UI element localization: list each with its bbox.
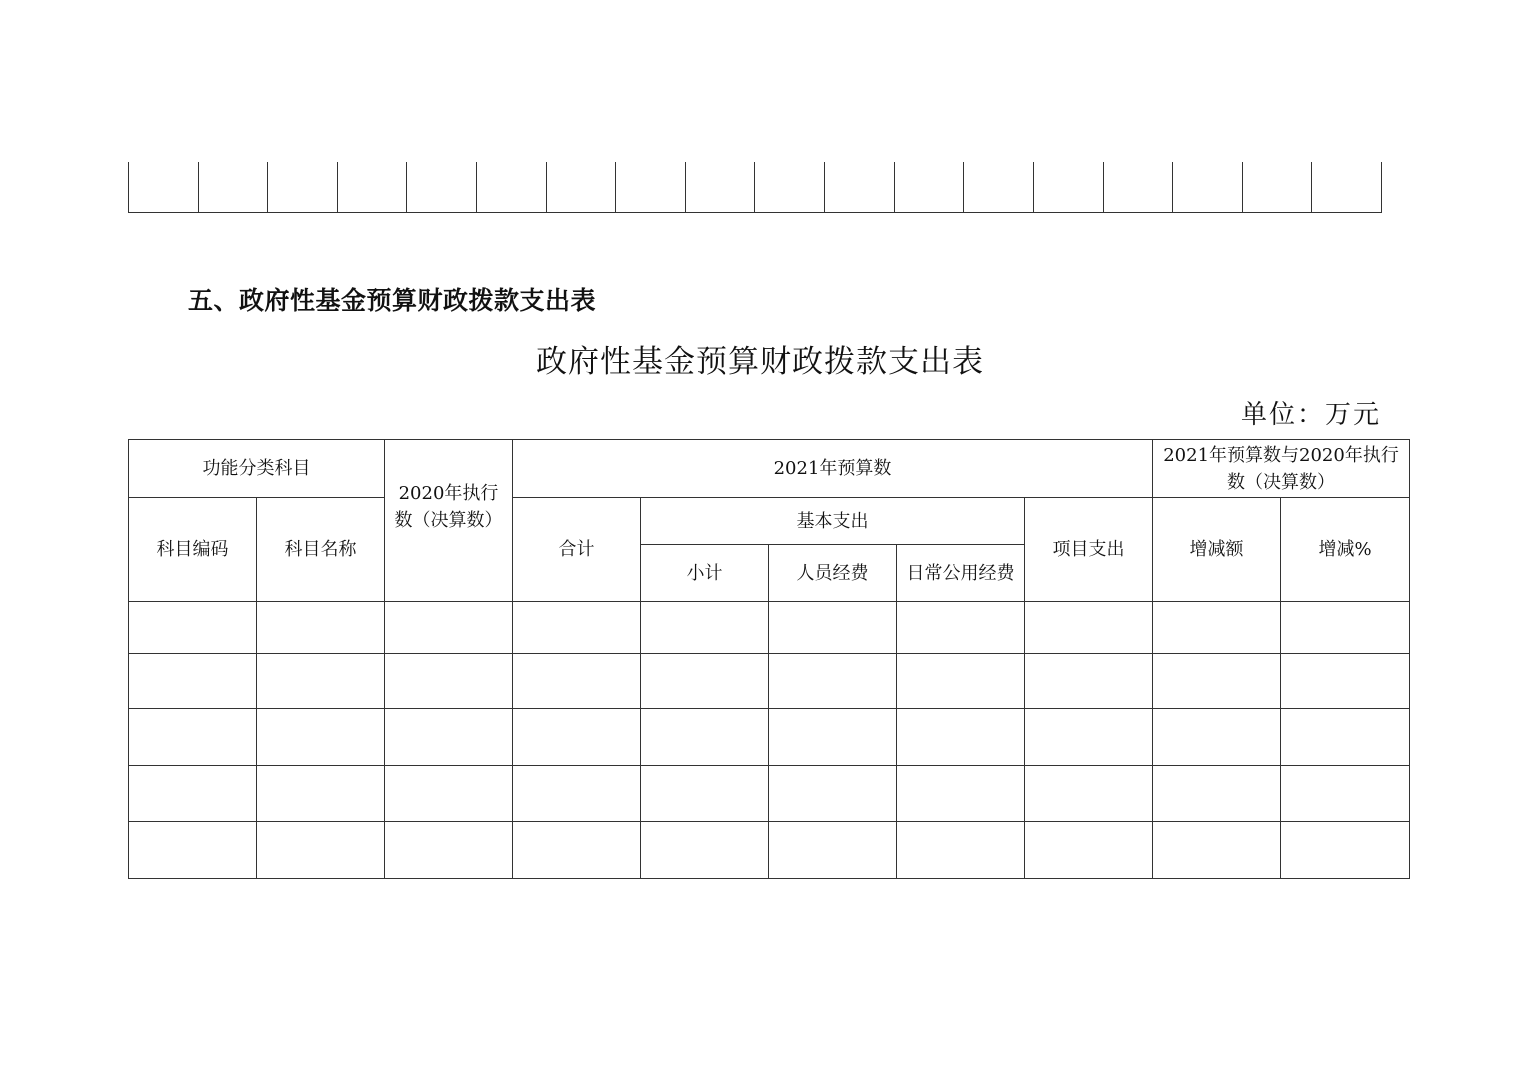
header-basic: 基本支出 [641,498,1025,545]
table-cell [257,654,385,709]
previous-table-cell [964,162,1034,212]
table-cell [1025,602,1153,654]
table-cell [513,766,641,822]
table-cell [1153,766,1281,822]
table-cell [641,822,769,879]
table-cell [129,822,257,879]
table-cell [129,602,257,654]
previous-table-cell [1243,162,1313,212]
table-row [129,709,1410,766]
previous-table-cell [338,162,408,212]
header-comparison: 2021年预算数与2020年执行数（决算数） [1153,440,1410,498]
table-cell [641,654,769,709]
header-public: 日常公用经费 [897,545,1025,602]
table-cell [897,602,1025,654]
table-cell [1025,766,1153,822]
table-cell [641,766,769,822]
previous-table-cell [407,162,477,212]
table-cell [257,766,385,822]
table-cell [1281,654,1410,709]
previous-table-cell [895,162,965,212]
table-cell [1281,709,1410,766]
header-category: 功能分类科目 [129,440,385,498]
table-cell [769,602,897,654]
table-header [129,440,1410,602]
table-cell [1025,822,1153,879]
table-cell [1281,822,1410,879]
table-cell [1281,602,1410,654]
header-exec-2020: 2020年执行数（决算数） [385,440,513,602]
table-cell [769,766,897,822]
table-cell [897,766,1025,822]
header-inc-amount: 增减额 [1153,498,1281,602]
table-cell [513,709,641,766]
previous-table-cell [477,162,547,212]
table-cell [1025,654,1153,709]
table-cell [641,709,769,766]
header-total: 合计 [513,498,641,602]
table-cell [1153,602,1281,654]
table-row [129,654,1410,709]
table-cell [897,709,1025,766]
previous-table-cell [199,162,269,212]
previous-table-cell [825,162,895,212]
header-subtotal: 小计 [641,545,769,602]
table-row [129,822,1410,879]
table-cell [641,602,769,654]
table-cell [129,654,257,709]
table-cell [257,822,385,879]
table-cell [129,766,257,822]
previous-table-cell [1173,162,1243,212]
table-cell [1153,822,1281,879]
table-cell [513,602,641,654]
previous-table-cell [755,162,825,212]
table-cell [897,654,1025,709]
previous-table-cell [129,162,199,212]
table-cell [385,602,513,654]
table-row [129,602,1410,654]
budget-expenditure-table [128,439,1410,879]
header-name: 科目名称 [257,498,385,602]
unit-label: 单位：万元 [1240,400,1381,430]
section-heading: 五、政府性基金预算财政拨款支出表 [188,286,597,315]
table-cell [385,654,513,709]
table-body [129,602,1410,879]
table-cell [769,654,897,709]
table-cell [1153,709,1281,766]
table-cell [1153,654,1281,709]
table-cell [385,766,513,822]
table-cell [897,822,1025,879]
table-row [129,766,1410,822]
previous-table-cell [616,162,686,212]
table-cell [257,602,385,654]
table-cell [769,822,897,879]
header-inc-percent: 增减% [1281,498,1410,602]
previous-table-cell [1034,162,1104,212]
table-title: 政府性基金预算财政拨款支出表 [536,344,984,380]
table-cell [129,709,257,766]
previous-table-cell [1104,162,1174,212]
table-cell [257,709,385,766]
table-cell [513,822,641,879]
previous-table-cell [547,162,617,212]
table-cell [1281,766,1410,822]
table-cell [385,709,513,766]
table-cell [1025,709,1153,766]
table-cell [513,654,641,709]
previous-table-cell [268,162,338,212]
table-cell [769,709,897,766]
previous-table-tail [128,162,1382,213]
header-project: 项目支出 [1025,498,1153,602]
header-personnel: 人员经费 [769,545,897,602]
table-cell [385,822,513,879]
header-code: 科目编码 [129,498,257,602]
previous-table-cell [686,162,756,212]
header-budget-2021: 2021年预算数 [513,440,1153,498]
previous-table-cell [1312,162,1382,212]
